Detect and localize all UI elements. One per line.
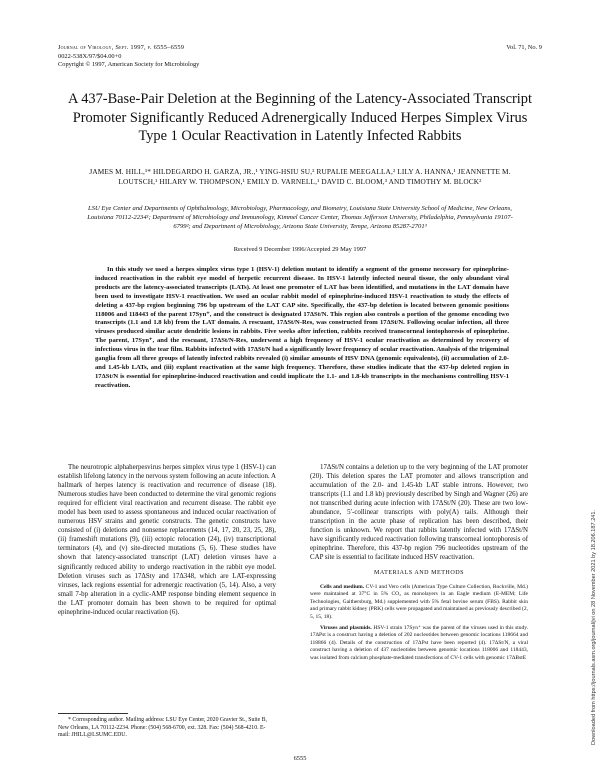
journal-citation: Journal of Virology, Sept. 1997, p. 6555–6559 [58,44,185,51]
viruses-subheading: Viruses and plasmids. [320,624,372,631]
left-column [58,463,276,617]
volume-info: Vol. 71, No. 9 [506,44,542,51]
running-header [58,44,199,70]
cells-text: CV-1 and Vero cells (American Type Culture Collection, Rockville, Md.) were maintained at 37°C in 5% CO₂ as monolayers in an Eagle medium (E-MEM; Life Technologies, Gaithersburg, Md.) supplemented with 5% fetal bovine serum (FBS). Rabbit skin and primary rabbit kidney (PRK) cells were propagated and maintained as previously described (2, 5, 15, 18). [310,583,529,620]
article-title: A 437-Base-Pair Deletion at the Beginning of the Latency-Associated Transcript Promoter Significantly Reduced Adrenergically Induced Herpes Simplex Virus Type 1 Ocular Reactivation in Latently Infected Rabbits [68,91,532,145]
page-number: 6555 [293,755,307,762]
received-dates: Received 9 December 1996/Accepted 29 May 1997 [233,246,367,253]
author-list: JAMES M. HILL,¹* HILDEGARDO H. GARZA, JR.,¹ YING-HSIU SU,² RUPALIE MEEGALLA,² LILY A. HANNA,¹ JEANNETTE M. LOUTSCH,¹ HILARY W. THOMPSON,¹ EMILY D. VARNELL,¹ DAVID C. BLOOM,³ AND TIMOTHY M. BLOCK² [89,167,511,187]
section-heading: MATERIALS AND METHODS [373,569,465,576]
viruses-text: HSV-1 strain 17Syn⁺ was the parent of the viruses used in this study. 17ΔPst is a construct having a deletion of 202 nucleotides between genomic locations 118664 and 118866 (4). Details of the construction of 17ΔPst have been reported (4). 17ΔSt/N, a viral construct having a deletion of 437 nucleotides between genomic locations 118006 and 118443, was isolated from calcium phosphate-mediated transfections of CV-1 cells with genomic 17ΔBstE [310,624,529,661]
intro-paragraph: The neurotropic alphaherpesvirus herpes simplex virus type 1 (HSV-1) can establish lifelong latency in the nervous system following an acute infection. A hallmark of herpes latency is reactivation and recurrence of disease (18). Numerous studies have been conducted to determine the viral genomic regions required for efficient viral reactivation and recurrent disease. The rabbit eye model has been used to assess spontaneous and induced ocular reactivation of numerous HSV strains and genetic constructs. The genetic constructs have consisted of (i) deletions and nonsense replacements (14, 17, 20, 23, 25, 28), (ii) frameshift mutations (9), (iii) ectopic relocation (24), (iv) transcriptional terminators (4), and (v) site-directed mutations (5, 6). These studies have shown that latency-associated transcript (LAT) deletion viruses have a significantly reduced ability to undergo reactivation in the rabbit eye model. Deletion viruses such as 17ΔSty and 17Δ348, which are LAT-expressing viruses, lack regions essential for adrenergic reactivation (5, 14). Also, a very small 7-bp alteration in a cyclic-AMP response binding element sequence in the LAT promoter domain has been shown to be required for optimal epinephrine-induced ocular reactivation (6). [58,464,276,616]
footnote-rule [58,713,128,714]
methods-text [310,584,528,663]
download-watermark: Downloaded from https://journals.asm.org/journal/jvi on 28 November 2021 by 18.206.187.241. [591,509,597,745]
copyright: Copyright © 1997, American Society for Microbiology [58,61,200,69]
cells-subheading: Cells and medium. [320,583,365,590]
issn: 0022-538X/97/$04.00+0 [58,52,122,60]
corresponding-author-footnote: * Corresponding author. Mailing address: LSU Eye Center, 2020 Gravier St., Suite B, New Orleans, LA 70112-2234. Phone: (504) 568-6700, ext. 328. Fax: (504) 568-4210. E-mail: JHILL@LSUMC.EDU. [58,717,267,739]
intro-paragraph-continued: 17ΔSt/N contains a deletion up to the very beginning of the LAT promoter (20). This deletion spares the LAT promoter and allows transcription and accumulation of the 2.0- and 1.45-kb LAT stable introns. However, two transcripts (1.1 and 1.8 kb) previously described by Singh and Wagner (26) are not transcribed during acute infection with 17ΔSt/N (20). These are two low-abundance, 5′-collinear transcripts with poly(A) tails. Although their transcription in the acute phase of replication has been described, their function is unknown. We report that rabbits latently infected with 17ΔSt/N have significantly reduced reactivation following transcorneal iontophoresis of epinephrine. Therefore, this 437-bp region 796 nucleotides upstream of the CAP site is essential to facilitate induced HSV reactivation. [310,464,528,562]
right-column [310,463,528,666]
affiliations: LSU Eye Center and Departments of Ophthalmology, Microbiology, Pharmacology, and Biometry, Louisiana State University School of Medicine, New Orleans, Louisiana 70112-2234¹; Department of Microbiology and Immunology, Kimmel Cancer Center, Thomas Jefferson University, Philadelphia, Pennsylvania 19107-6799²; and Department of Microbiology, Arizona State University, Tempe, Arizona 85287-2701³ [87,205,513,230]
abstract: In this study we used a herpes simplex virus type 1 (HSV-1) deletion mutant to identify a segment of the genome necessary for epinephrine-induced reactivation in the rabbit eye model of herpetic recurrent disease. In HSV-1 latently infected neural tissue, the only abundant viral products are the latency-associated transcripts (LATs). At least one promoter of LAT has been identified, and mutations in the LAT domain have been used to investigate HSV-1 reactivation. We used an ocular rabbit model of epinephrine-induced HSV-1 reactivation to study the effects of deleting a 437-bp region beginning 796 bp upstream of the LAT CAP site. Specifically, the 437-bp deletion is located between genomic positions 118006 and 118443 of the parent 17Syn⁺, and the construct is designated 17ΔSt/N. This region also controls a portion of the genome encoding two transcripts (1.1 and 1.8 kb) from the LAT domain. A rescuant, 17ΔSt/N-Res, was constructed from 17ΔSt/N. Following ocular infection, all three viruses produced similar acute dendritic lesions in rabbits. Five weeks after infection, rabbits received transcorneal iontophoresis of epinephrine. The parent, 17Syn⁺, and the rescuant, 17ΔSt/N-Res, underwent a high frequency of HSV-1 ocular reactivation as determined by recovery of infectious virus in the tear film. Rabbits infected with 17ΔSt/N had a significantly lower frequency of ocular reactivation. Analysis of the trigeminal ganglia from all three groups of latently infected rabbits revealed (i) similar amounts of HSV DNA (genomic equivalents), (ii) accumulation of 2.0- and 1.45-kb LATs, and (iii) explant reactivation at the same high frequency. Therefore, these studies indicate that the 437-bp deleted region in 17ΔSt/N is essential for epinephrine-induced reactivation and could implicate the 1.1- and 1.8-kb transcripts in the mechanisms controlling HSV-1 reactivation. [95,266,509,389]
